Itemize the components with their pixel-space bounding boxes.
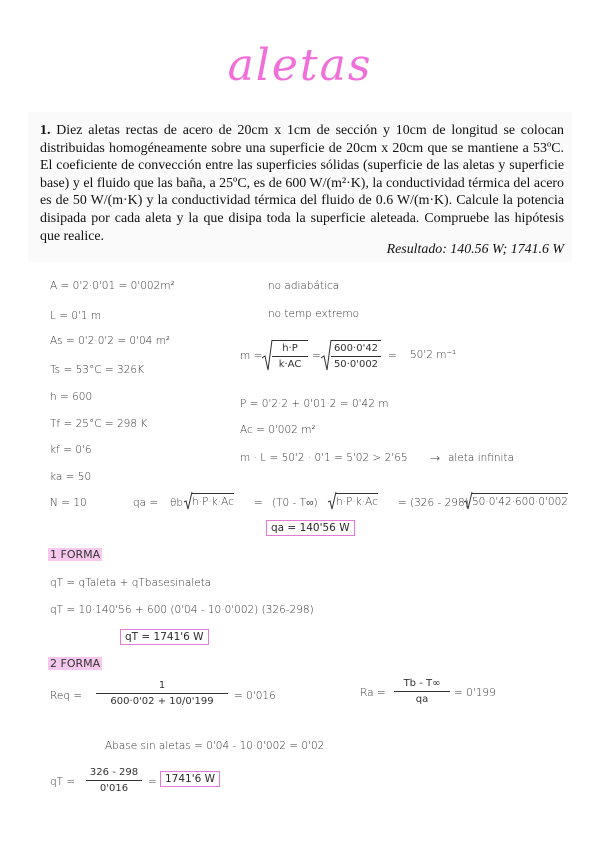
radical-sign — [321, 340, 331, 372]
qa-eq1: = — [254, 497, 263, 509]
data-h: h = 600 — [50, 391, 93, 403]
qa-result-box: qa = 140'56 W — [266, 520, 355, 536]
note-no-adiabatica: no adiabática — [268, 280, 340, 292]
data-base-area: As = 0'2·0'2 = 0'04 m² — [50, 335, 171, 347]
qa-rad2: h·P·k·Ac — [336, 493, 378, 508]
qa-paren: (T0 - T∞) — [272, 497, 318, 509]
page-title: aletas — [227, 40, 373, 91]
arrow-icon: → — [430, 451, 441, 465]
forma1-label: 1 FORMA — [50, 548, 101, 561]
data-area: A = 0'2·0'01 = 0'002m² — [50, 280, 175, 292]
problem-box — [28, 112, 572, 262]
ml-calc: m · L = 50'2 · 0'1 = 5'02 > 2'65 — [240, 452, 408, 464]
ra-result: = 0'199 — [454, 687, 496, 699]
ml-conclusion: aleta infinita — [448, 452, 515, 464]
radical-sign — [184, 492, 192, 510]
req-result: = 0'016 — [234, 690, 276, 702]
cross-area: Ac = 0'002 m² — [240, 424, 316, 436]
m-result: 50'2 m⁻¹ — [410, 349, 457, 361]
m-eq2: = — [388, 350, 397, 362]
ra-lhs: Ra = — [360, 687, 386, 699]
ra-num: Tb - T∞ — [403, 678, 441, 689]
qa-eq2: = — [398, 497, 407, 509]
m-lhs: m = — [240, 350, 263, 362]
m-rad1-num: h·P — [282, 343, 298, 354]
qa-lhs: qa = — [133, 497, 159, 509]
m-rad1 — [272, 340, 308, 370]
qt2-den: 0'016 — [99, 783, 129, 794]
qa-rad1: h·P·k·Ac — [192, 493, 234, 508]
m-rad2-den: 50·0'002 — [333, 359, 379, 370]
ra-den: qa — [415, 694, 429, 705]
qa-theta: θb — [170, 497, 184, 509]
qt2-lhs: qT = — [50, 776, 76, 788]
ra-fraction — [394, 678, 450, 705]
req-num: 1 — [158, 680, 166, 691]
m-eq1: = — [312, 350, 321, 362]
data-ka: ka = 50 — [50, 471, 92, 483]
forma1-line2: qT = 10·140'56 + 600 (0'04 - 10·0'002) (326-298) — [50, 604, 314, 616]
qt2-num: 326 - 298 — [89, 767, 139, 778]
qa-rad3: 50·0'42·600·0'002 — [472, 493, 568, 508]
data-length: L = 0'1 m — [50, 310, 102, 322]
data-fluid-temp: Tf = 25°C = 298 K — [50, 418, 148, 430]
forma2-label: 2 FORMA — [50, 657, 101, 670]
radical-sign — [262, 340, 272, 372]
qa-paren2: (326 - 298) — [410, 497, 469, 509]
req-fraction — [96, 680, 228, 707]
req-lhs: Req = — [50, 690, 83, 702]
m-rad2-num: 600·0'42 — [333, 343, 379, 354]
radical-sign — [328, 492, 336, 510]
note-no-temp-extremo: no temp extremo — [268, 308, 360, 320]
data-surface-temp: Ts = 53°C = 326K — [50, 364, 144, 376]
forma1-line1: qT = qTaleta + qTbasesinaleta — [50, 577, 212, 589]
m-rad1-den: k·AC — [278, 359, 302, 370]
radical-sign — [464, 492, 472, 510]
qt2-fraction — [86, 767, 142, 794]
req-den: 600·0'02 + 10/0'199 — [110, 696, 214, 707]
perimeter-calc: P = 0'2·2 + 0'01·2 = 0'42 m — [240, 398, 389, 410]
forma1-result-box: qT = 1741'6 W — [120, 629, 209, 645]
problem-statement — [40, 122, 564, 245]
m-rad2 — [331, 340, 381, 370]
abase-calc: Abase sin aletas = 0'04 - 10·0'002 = 0'02 — [105, 740, 325, 752]
data-n: N = 10 — [50, 497, 87, 509]
problem-result: Resultado: 140.56 W; 1741.6 W — [386, 242, 564, 257]
qt2-eq: = — [148, 776, 157, 788]
data-kf: kf = 0'6 — [50, 444, 92, 456]
qt2-result-box: 1741'6 W — [160, 771, 220, 787]
problem-number: 1. — [40, 123, 51, 138]
problem-text: Diez aletas rectas de acero de 20cm x 1cm de sección y 10cm de longitud se colocan distribuidas homogéneamente sobre una superficie de 20cm x 20cm que se mantiene a 53ºC. El coeficiente de convección entre las superficies sólidas (superficie de las aletas y superficie base) y el fluido que las baña, a 25ºC, es de 600 W/(m²·K), la conductividad térmica del acero es de 50 W/(m·K) y la conductividad térmica del fluido de 0.6 W/(m·K). Calcule la potencia disipada por cada aleta y la que disipa toda la superficie aleteada. Compruebe las hipótesis que realice. — [40, 123, 565, 244]
